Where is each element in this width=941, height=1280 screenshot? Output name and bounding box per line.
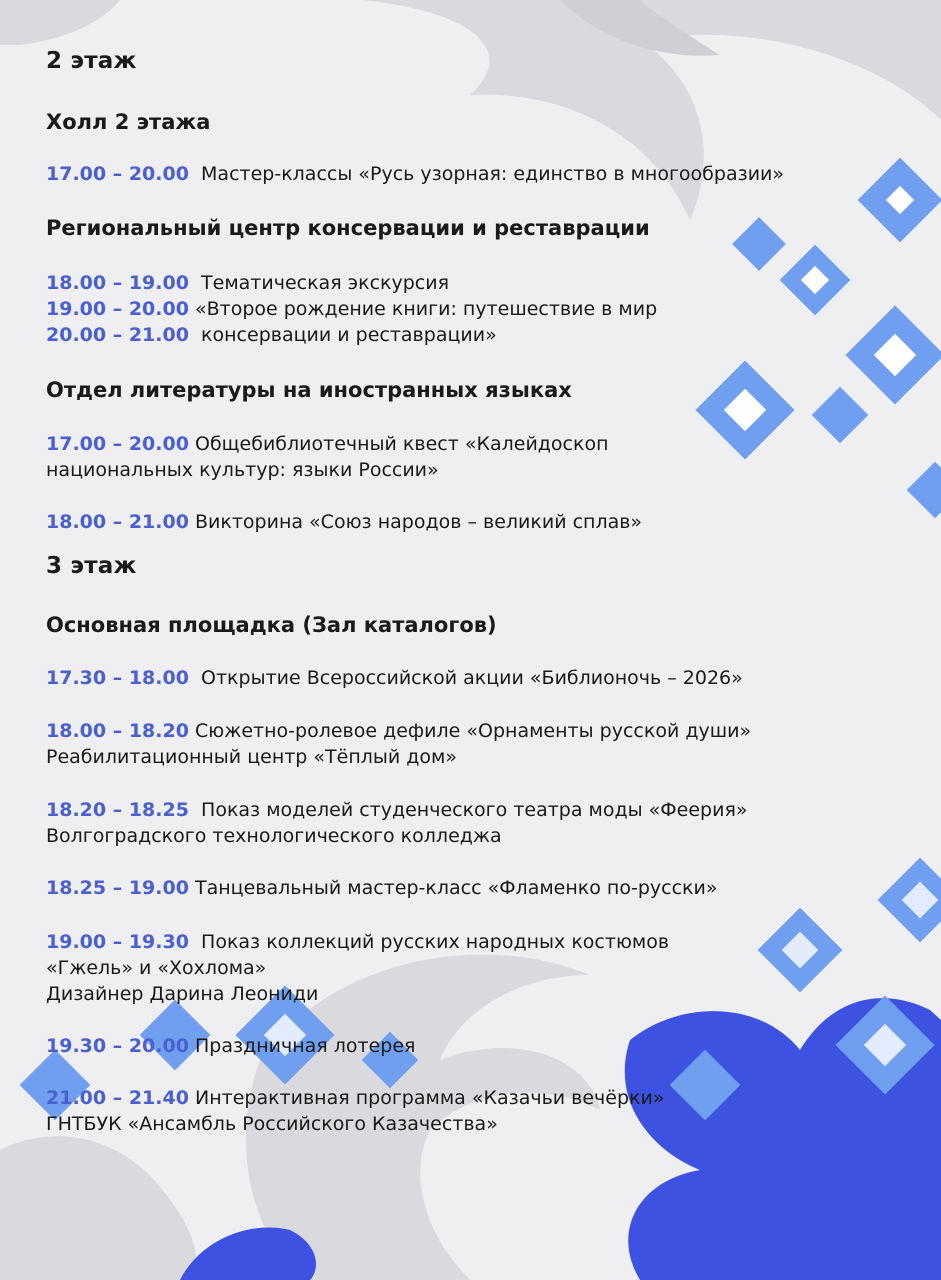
schedule-item	[46, 322, 497, 348]
event-text: Общебиблиотечный квест «Калейдоскоп	[194, 433, 609, 455]
section-restoration-title: Региональный центр консервации и реставрации	[46, 216, 650, 240]
event-text: «Второе рождение книги: путешествие в мир	[194, 298, 658, 320]
floor-2-title: 2 этаж	[46, 48, 137, 74]
event-time: 18.20 – 18.25	[46, 799, 189, 821]
section-hall-title: Холл 2 этажа	[46, 110, 211, 134]
event-text: Открытие Всероссийской акции «Библионочь – 2026»	[201, 667, 743, 689]
event-time: 17.00 – 20.00	[46, 163, 189, 185]
event-time: 17.30 – 18.00	[46, 667, 189, 689]
event-text-continued: «Гжель» и «Хохлома»	[46, 957, 267, 979]
event-text: Интерактивная программа «Казачьи вечёрки»	[194, 1087, 665, 1109]
schedule-item	[46, 509, 642, 535]
schedule-item	[46, 431, 609, 457]
event-text-continued: Волгоградского технологического колледжа	[46, 825, 502, 847]
event-text-continued: ГНТБУК «Ансамбль Российского Казачества»	[46, 1113, 498, 1135]
event-text-continued: национальных культур: языки России»	[46, 459, 439, 481]
event-time: 18.00 – 21.00	[46, 511, 189, 533]
event-time: 19.00 – 20.00	[46, 298, 189, 320]
event-text: консервации и реставрации»	[201, 324, 497, 346]
event-text: Танцевальный мастер-класс «Фламенко по-русски»	[194, 877, 718, 899]
event-text: Мастер-классы «Русь узорная: единство в многообразии»	[201, 163, 785, 185]
schedule-item	[46, 1033, 415, 1059]
event-time: 21.00 – 21.40	[46, 1087, 189, 1109]
event-time: 19.30 – 20.00	[46, 1035, 189, 1057]
event-text: Викторина «Союз народов – великий сплав»	[194, 511, 643, 533]
event-time: 18.25 – 19.00	[46, 877, 189, 899]
schedule-item	[46, 875, 717, 901]
event-time: 18.00 – 18.20	[46, 720, 189, 742]
event-text-continued: Реабилитационный центр «Тёплый дом»	[46, 746, 458, 768]
schedule-item	[46, 296, 657, 322]
floor-3-title: 3 этаж	[46, 553, 137, 579]
schedule-item	[46, 718, 751, 744]
event-text: Праздничная лотерея	[194, 1035, 416, 1057]
event-text: Показ коллекций русских народных костюмов	[201, 931, 670, 953]
section-foreign-title: Отдел литературы на иностранных языках	[46, 378, 572, 402]
schedule-item	[46, 1085, 664, 1111]
event-text: Тематическая экскурсия	[201, 272, 450, 294]
event-time: 18.00 – 19.00	[46, 272, 189, 294]
event-text: Сюжетно-ролевое дефиле «Орнаменты русской души»	[194, 720, 752, 742]
schedule-item	[46, 270, 449, 296]
event-text-continued: Дизайнер Дарина Леониди	[46, 983, 319, 1005]
schedule-item	[46, 929, 669, 955]
event-time: 19.00 – 19.30	[46, 931, 189, 953]
event-time: 17.00 – 20.00	[46, 433, 189, 455]
schedule-item	[46, 161, 784, 187]
event-time: 20.00 – 21.00	[46, 324, 189, 346]
event-text: Показ моделей студенческого театра моды «Феерия»	[201, 799, 748, 821]
section-main-title: Основная площадка (Зал каталогов)	[46, 613, 497, 637]
schedule-item	[46, 665, 743, 691]
schedule-item	[46, 797, 748, 823]
